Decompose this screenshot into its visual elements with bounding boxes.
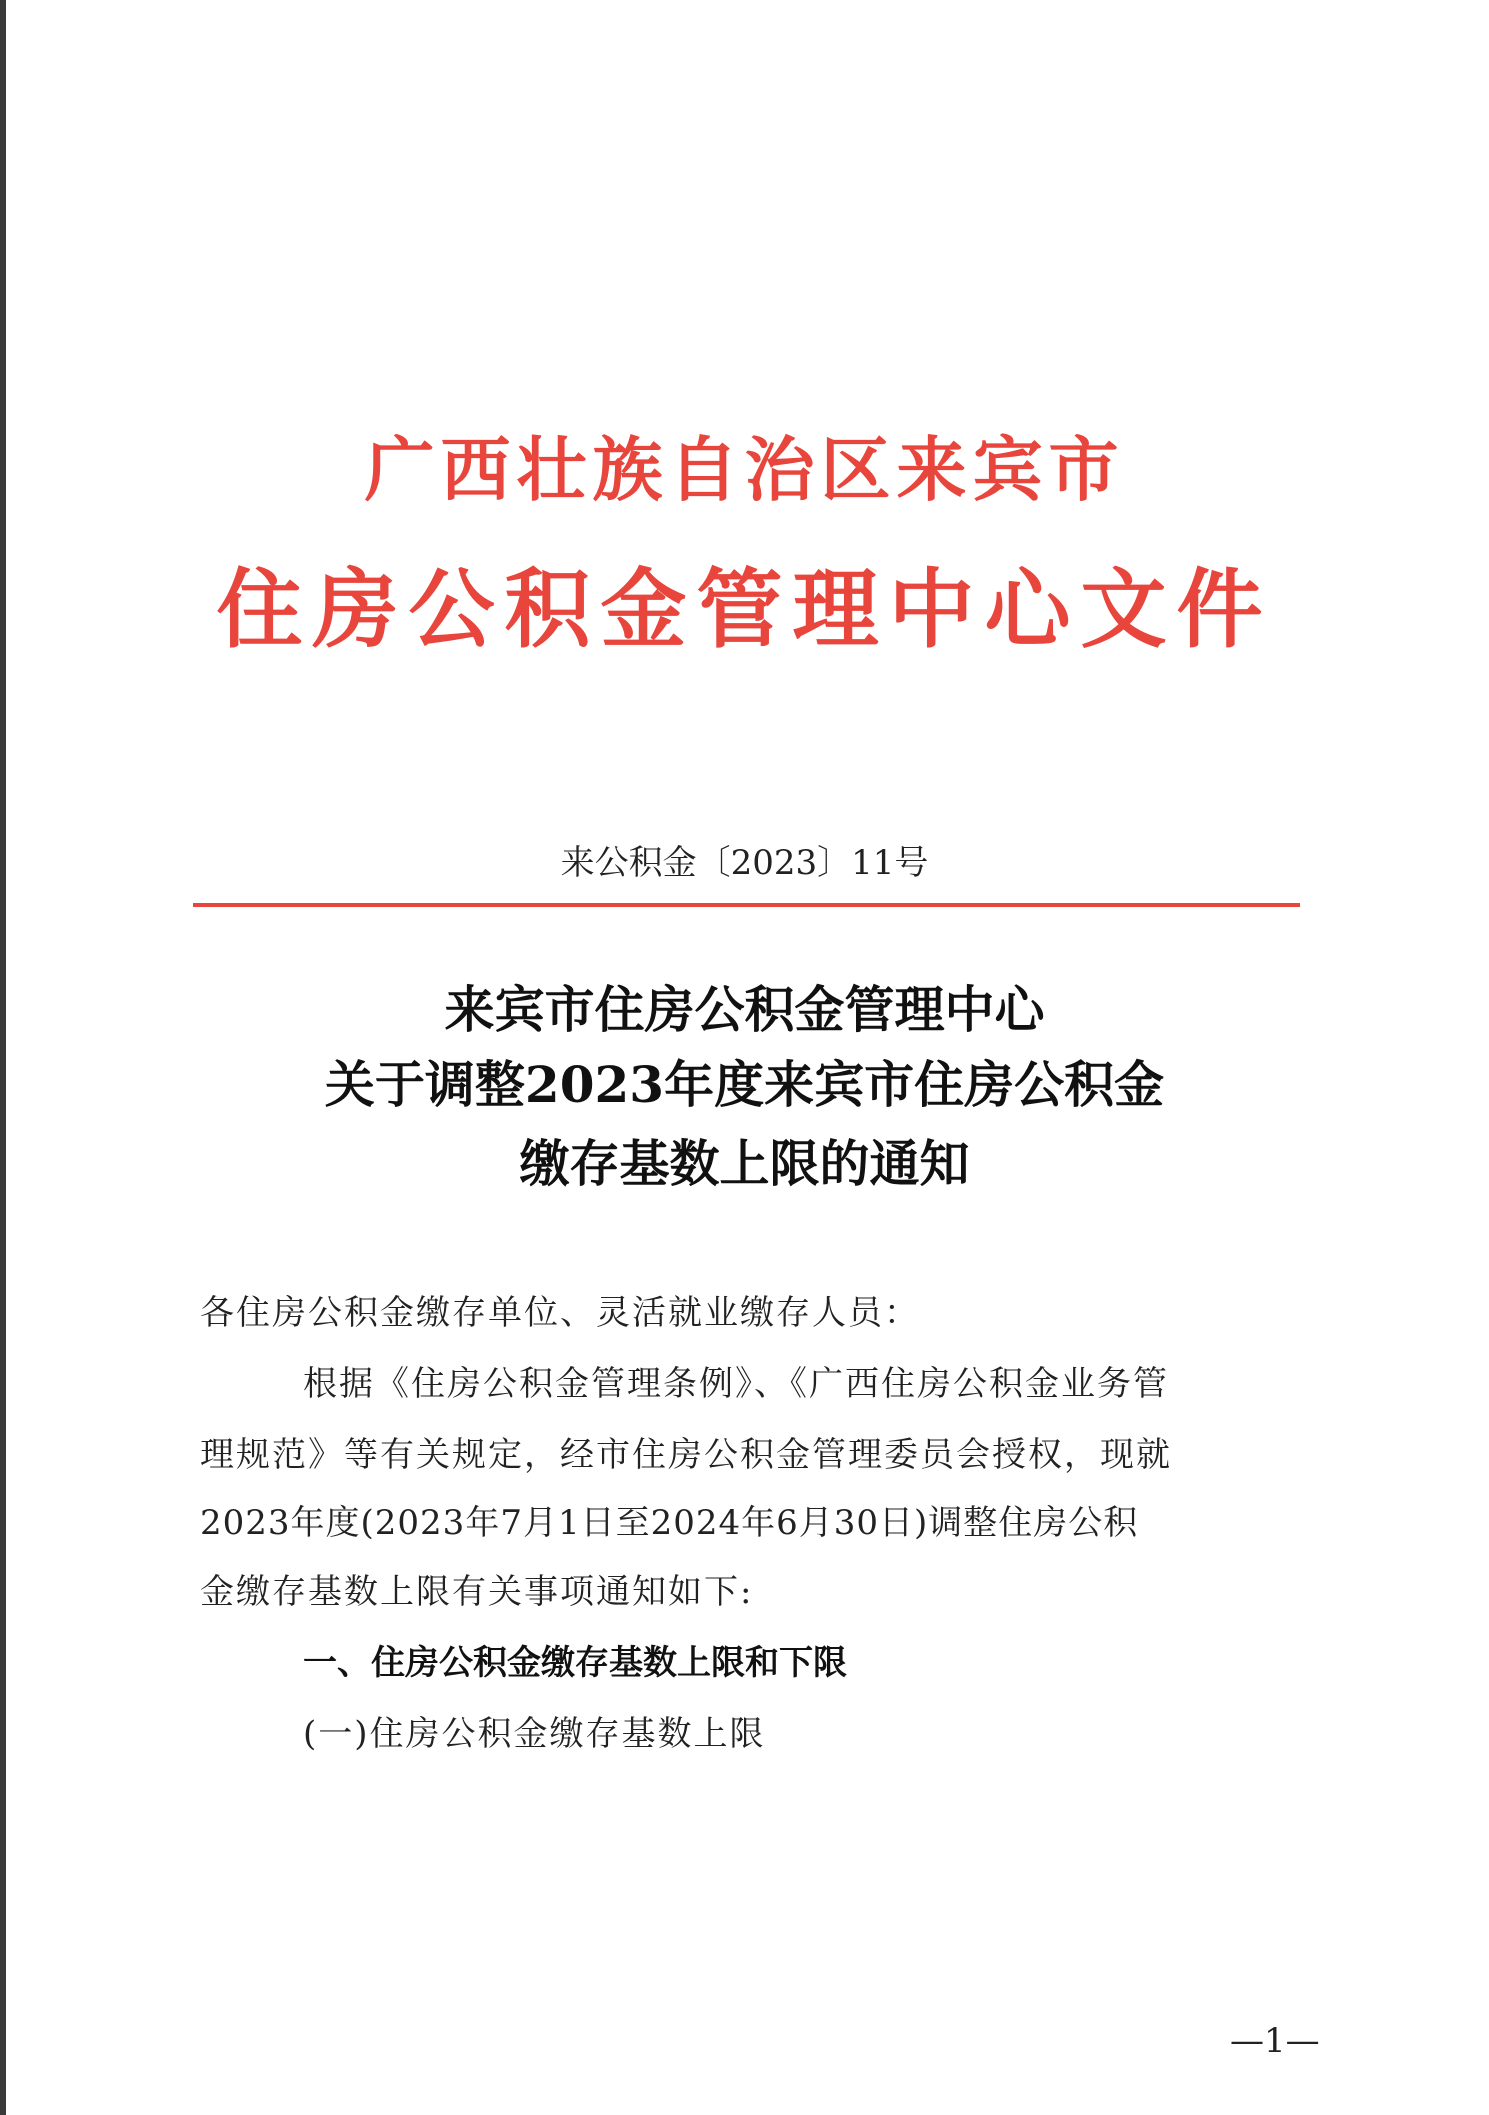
paragraph-line4: 金缴存基数上限有关事项通知如下:: [200, 1572, 754, 1612]
issuer-header-line1: 广西壮族自治区来宾市: [364, 428, 1125, 511]
paragraph-line2: 理规范》等有关规定，经市住房公积金管理委员会授权，现就: [200, 1435, 1172, 1475]
page-number: —1—: [1230, 2021, 1320, 2061]
document-title-line3: 缴存基数上限的通知: [519, 1134, 970, 1193]
section1-heading: 一、住房公积金缴存基数上限和下限: [303, 1643, 847, 1683]
document-number: 来公积金〔2023〕11号: [560, 843, 929, 883]
subsection1-heading: (一)住房公积金缴存基数上限: [303, 1714, 766, 1754]
document-title-line2: 关于调整2023年度来宾市住房公积金: [324, 1055, 1165, 1114]
salutation: 各住房公积金缴存单位、灵活就业缴存人员：: [200, 1293, 920, 1333]
document-title-line1: 来宾市住房公积金管理中心: [444, 980, 1045, 1039]
issuer-header-line2: 住房公积金管理中心文件: [216, 559, 1273, 660]
paragraph-line1: 根据《住房公积金管理条例》、《广西住房公积金业务管: [303, 1364, 1169, 1404]
paragraph-line3: 2023年度(2023年7月1日至2024年6月30日)调整住房公积: [200, 1503, 1139, 1543]
red-divider-line: [193, 903, 1300, 907]
